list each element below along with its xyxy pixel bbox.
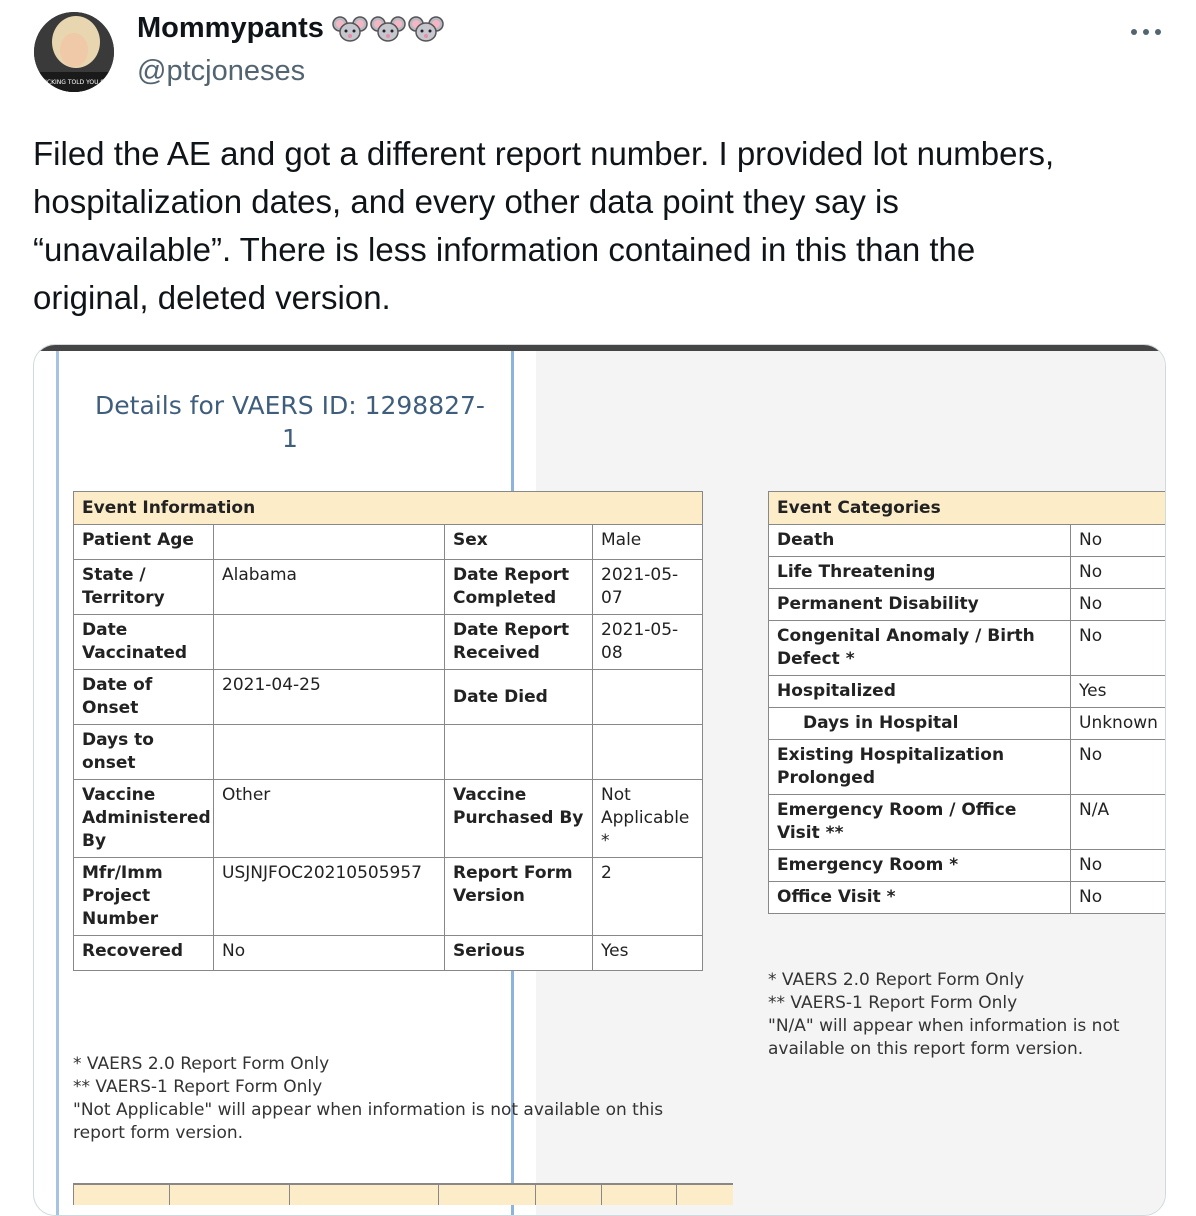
- table-row: [74, 725, 703, 780]
- field-label: Date Died: [445, 670, 593, 725]
- category-value: No: [1071, 882, 1167, 914]
- category-value: No: [1071, 589, 1167, 621]
- table-row: [769, 740, 1167, 795]
- user-avatar[interactable]: [34, 12, 114, 92]
- table-row: [74, 615, 703, 670]
- event-information-footnotes: [73, 1053, 713, 1145]
- footnote-line: * VAERS 2.0 Report Form Only: [73, 1054, 330, 1074]
- field-value: Male: [593, 525, 703, 560]
- tweet-text: [33, 130, 1153, 322]
- table-row: [769, 525, 1167, 557]
- field-value: [593, 725, 703, 780]
- field-value: [593, 670, 703, 725]
- field-value: 2021-05-08: [593, 615, 703, 670]
- table-row: [769, 850, 1167, 882]
- footnote-line: report form version.: [73, 1123, 244, 1143]
- field-value: No: [214, 936, 445, 971]
- table-row: [769, 795, 1167, 850]
- category-label: Emergency Room / Office Visit **: [769, 795, 1071, 850]
- mouse-face-icon: [332, 15, 368, 43]
- field-value: [214, 725, 445, 780]
- category-label: Existing Hospitalization Prolonged: [769, 740, 1071, 795]
- screenshot-left-divider: [56, 351, 59, 1215]
- field-label: State / Territory: [74, 560, 214, 615]
- vaers-details-title: [80, 389, 500, 455]
- vaers-title-line: Details for VAERS ID: 1298827-: [95, 391, 485, 420]
- category-label: Congenital Anomaly / Birth Defect *: [769, 621, 1071, 676]
- field-label: Report Form Version: [445, 858, 593, 936]
- next-table-edge: [73, 1183, 733, 1205]
- avatar-caption: FUCKING TOLD YOU SO: [39, 79, 109, 86]
- field-label: Vaccine Purchased By: [445, 780, 593, 858]
- user-handle[interactable]: @ptcjoneses: [137, 55, 306, 87]
- table-row: [769, 557, 1167, 589]
- field-label: [445, 725, 593, 780]
- footnote-line: ** VAERS-1 Report Form Only: [768, 993, 1018, 1013]
- display-name[interactable]: [137, 12, 444, 45]
- category-label: Permanent Disability: [769, 589, 1071, 621]
- footnote-line: available on this report form version.: [768, 1039, 1084, 1059]
- field-label: Date Report Completed: [445, 560, 593, 615]
- mouse-face-icon: [370, 15, 406, 43]
- field-label: Days to onset: [74, 725, 214, 780]
- table-row: [769, 589, 1167, 621]
- field-label: Serious: [445, 936, 593, 971]
- category-value: Yes: [1071, 676, 1167, 708]
- event-categories-table: [768, 491, 1166, 914]
- field-label: Patient Age: [74, 525, 214, 560]
- category-value: No: [1071, 740, 1167, 795]
- table-row: [74, 858, 703, 936]
- table-row: [74, 780, 703, 858]
- category-value: N/A: [1071, 795, 1167, 850]
- tweet-text-line: “unavailable”. There is less information contained in this than the: [33, 231, 976, 268]
- field-label: Date of Onset: [74, 670, 214, 725]
- field-value: [214, 615, 445, 670]
- category-label: Life Threatening: [769, 557, 1071, 589]
- event-information-table: [73, 491, 703, 971]
- display-name-text: Mommypants: [137, 12, 324, 44]
- category-value: Unknown: [1071, 708, 1167, 740]
- tweet-text-line: hospitalization dates, and every other data point they say is: [33, 183, 899, 220]
- table-row: [769, 621, 1167, 676]
- field-label: Mfr/Imm Project Number: [74, 858, 214, 936]
- more-horizontal-icon[interactable]: [1128, 22, 1164, 42]
- table-header: Event Information: [74, 492, 703, 525]
- table-row: [769, 708, 1167, 740]
- tweet-text-line: Filed the AE and got a different report number. I provided lot numbers,: [33, 135, 1055, 172]
- name-emojis: [332, 15, 444, 43]
- category-label: Emergency Room *: [769, 850, 1071, 882]
- field-value: 2: [593, 858, 703, 936]
- table-row: [74, 670, 703, 725]
- event-categories-footnotes: [768, 969, 1166, 1061]
- tweet-text-line: original, deleted version.: [33, 279, 391, 316]
- field-label: Sex: [445, 525, 593, 560]
- category-value: No: [1071, 557, 1167, 589]
- category-value: No: [1071, 621, 1167, 676]
- footnote-line: "Not Applicable" will appear when information is not available on this: [73, 1100, 664, 1120]
- field-value: Other: [214, 780, 445, 858]
- category-label: Days in Hospital: [769, 708, 1071, 740]
- field-label: Date Vaccinated: [74, 615, 214, 670]
- field-label: Recovered: [74, 936, 214, 971]
- field-value: Alabama: [214, 560, 445, 615]
- category-value: No: [1071, 525, 1167, 557]
- footnote-line: "N/A" will appear when information is not: [768, 1016, 1120, 1036]
- table-row: [74, 936, 703, 971]
- table-row: [769, 882, 1167, 914]
- category-label: Office Visit *: [769, 882, 1071, 914]
- field-value: [214, 525, 445, 560]
- footnote-line: ** VAERS-1 Report Form Only: [73, 1077, 323, 1097]
- footnote-line: * VAERS 2.0 Report Form Only: [768, 970, 1025, 990]
- field-value: Yes: [593, 936, 703, 971]
- table-header: Event Categories: [769, 492, 1167, 525]
- field-value: Not Applicable *: [593, 780, 703, 858]
- category-value: No: [1071, 850, 1167, 882]
- avatar-image: [34, 12, 114, 92]
- table-row: [74, 525, 703, 560]
- field-label: Date Report Received: [445, 615, 593, 670]
- field-value: 2021-05-07: [593, 560, 703, 615]
- tweet-media-image[interactable]: [33, 344, 1166, 1216]
- category-label: Death: [769, 525, 1071, 557]
- table-row: [769, 676, 1167, 708]
- mouse-face-icon: [408, 15, 444, 43]
- table-row: [74, 560, 703, 615]
- vaers-title-line: 1: [282, 424, 298, 453]
- field-value: USJNJFOC20210505957: [214, 858, 445, 936]
- category-label: Hospitalized: [769, 676, 1071, 708]
- field-label: Vaccine Administered By: [74, 780, 214, 858]
- field-value: 2021-04-25: [214, 670, 445, 725]
